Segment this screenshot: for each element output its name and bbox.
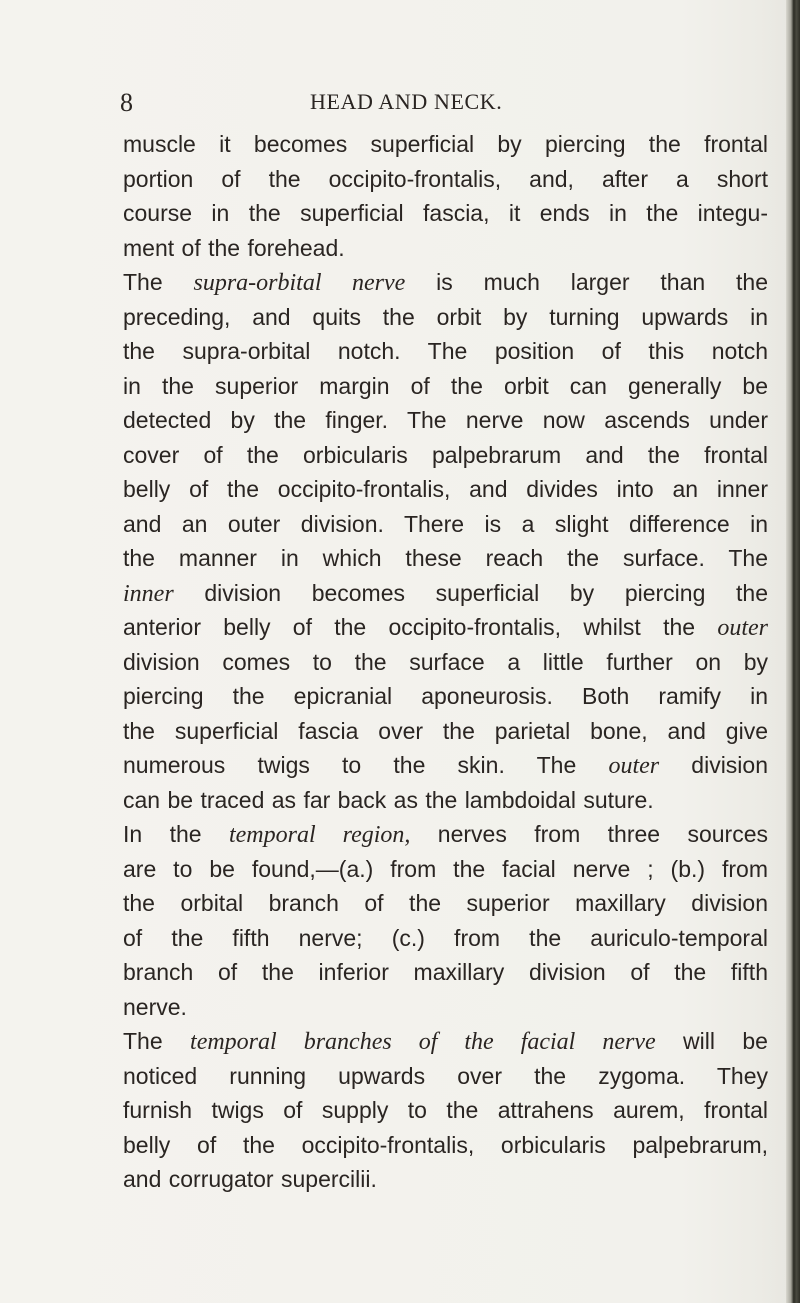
text-line: cover of the orbicularis palpebrarum and the frontal [123, 441, 768, 468]
book-spine-edge [786, 0, 800, 1303]
text-line: muscle it becomes superficial by piercing the frontal [123, 131, 768, 157]
italic-term: temporal region, [228, 822, 411, 848]
text-line: the orbital branch of the superior maxillary division [123, 890, 768, 916]
running-head: HEAD AND NECK. [310, 89, 503, 114]
text-line: can be traced as far back as the lambdoidal suture. [123, 786, 654, 813]
text-segment: nerves from three sources [410, 821, 768, 847]
text-line: the superficial fascia over the parietal bone, and give [123, 717, 768, 744]
page-number: 8 [120, 88, 133, 117]
page-header [120, 88, 760, 118]
text-line: division comes to the surface a little further on by [123, 648, 768, 675]
text-line [123, 576, 768, 611]
text-line: piercing the epicranial aponeurosis. Both ramify in [123, 683, 768, 709]
text-segment: will be [655, 1028, 768, 1054]
text-line [123, 1024, 768, 1059]
text-line: portion of the occipito-frontalis, and, after a short [123, 165, 768, 192]
text-line: noticed running upwards over the zygoma. They [123, 1062, 768, 1089]
text-segment: The [123, 269, 194, 295]
body-text [123, 127, 768, 1197]
text-segment: is much larger than the [405, 269, 769, 295]
text-line: the supra-orbital notch. The position of this notch [123, 338, 768, 364]
text-line: detected by the finger. The nerve now ascends under [123, 407, 768, 433]
text-line: belly of the occipito-frontalis, and divides into an inner [123, 476, 768, 502]
text-line: furnish twigs of supply to the attrahens aurem, frontal [123, 1097, 768, 1123]
text-line [123, 748, 768, 783]
text-segment: The [123, 1028, 191, 1054]
text-line [123, 817, 768, 852]
text-line: are to be found,—(a.) from the facial nerve ; (b.) from [123, 855, 768, 882]
text-line [123, 265, 768, 300]
text-line: in the superior margin of the orbit can generally be [123, 372, 768, 399]
text-line: course in the superficial fascia, it ends in the integu- [123, 200, 768, 226]
text-segment: division becomes superficial by piercing the [173, 579, 768, 606]
italic-term: temporal branches of the facial nerve [190, 1029, 656, 1055]
italic-term: inner [123, 580, 174, 607]
text-line: and corrugator supercilii. [123, 1166, 377, 1192]
text-segment: anterior belly of the occipito-frontalis, whilst the [123, 614, 718, 640]
italic-term: outer [608, 753, 660, 779]
text-line: of the fifth nerve; (c.) from the auriculo-temporal [123, 924, 768, 951]
text-line [123, 610, 768, 645]
text-line: belly of the occipito-frontalis, orbicularis palpebrarum, [123, 1131, 768, 1158]
text-line: the manner in which these reach the surface. The [123, 545, 768, 571]
text-segment: In the [123, 821, 229, 847]
text-line: branch of the inferior maxillary division of the fifth [123, 959, 768, 985]
text-segment: numerous twigs to the skin. The [123, 752, 609, 778]
text-line: and an outer division. There is a slight difference in [123, 510, 768, 537]
text-line: ment of the forehead. [123, 234, 345, 261]
text-segment: division [659, 752, 768, 778]
text-line: preceding, and quits the orbit by turning upwards in [123, 303, 768, 330]
italic-term: supra-orbital nerve [193, 270, 406, 296]
text-line: nerve. [123, 993, 187, 1020]
italic-term: outer [717, 615, 768, 641]
